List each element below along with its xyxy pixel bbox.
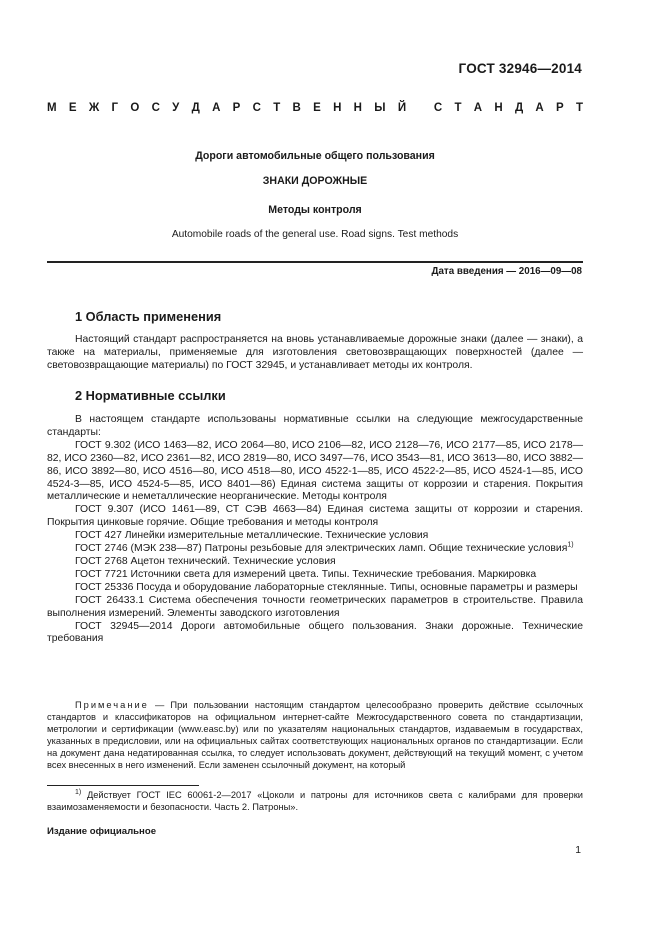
page-number: 1 <box>575 845 581 856</box>
section-2-body <box>47 414 583 646</box>
heading-letter: С <box>433 102 443 114</box>
heading-letter: Д <box>191 102 200 114</box>
heading-letter: Р <box>556 102 564 114</box>
section-2-intro: В настоящем стандарте использованы нормативные ссылки на следующие межгосударственные стандарты: <box>47 414 583 438</box>
heading-letter: Т <box>575 102 583 114</box>
heading-letter: О <box>130 102 140 114</box>
heading-letter: М <box>47 102 57 114</box>
heading-letter: Ж <box>88 102 100 114</box>
edition-label: Издание официальное <box>47 826 157 837</box>
reference-item: ГОСТ 2768 Ацетон технический. Технические условия <box>75 555 336 567</box>
word-gap <box>418 102 421 114</box>
heading-letter: Т <box>273 102 281 114</box>
heading-letter: Н <box>494 102 503 114</box>
heading-letter: Р <box>232 102 241 114</box>
note-label: Примечание <box>75 700 149 710</box>
title-line-1: Дороги автомобильные общего пользования <box>195 150 435 162</box>
title-english: Automobile roads of the general use. Road signs. Test methods <box>171 229 459 240</box>
heading-letter: С <box>151 102 160 114</box>
reference-item: ГОСТ 427 Линейки измерительные металлические. Технические условия <box>75 530 429 542</box>
reference-item: ГОСТ 32945—2014 Дороги автомобильные общего пользования. Знаки дорожные. Технические требования <box>47 620 583 645</box>
reference-item <box>47 543 583 556</box>
reference-item: ГОСТ 9.307 (ИСО 1461—89, СТ СЭВ 4663—84) Единая система защиты от коррозии и старения. Покрытия цинковые горячие. Общие требования и методы контроля <box>47 504 583 529</box>
heading-letter: В <box>292 102 301 114</box>
heading-letter: Д <box>514 102 524 114</box>
heading-letter: Е <box>68 102 77 114</box>
heading-letter: А <box>212 102 221 114</box>
heading-letter: Ы <box>374 102 386 114</box>
heading-letter: А <box>535 102 544 114</box>
reference-item: ГОСТ 25336 Посуда и оборудование лабораторные стеклянные. Типы, основные параметры и размеры <box>75 581 578 593</box>
reference-item: ГОСТ 26433.1 Система обеспечения точности геометрических параметров в строительстве. Правила выполнения измерений. Элементы заводского изготовления <box>47 594 583 619</box>
footnote-mark: 1) <box>75 788 82 796</box>
footnote-reference[interactable]: 1) <box>567 541 574 549</box>
heading-letter: Е <box>313 102 321 114</box>
note-paragraph <box>47 699 583 771</box>
introduction-date: Дата введения — 2016—09—08 <box>431 266 582 277</box>
heading-letter: Н <box>333 102 342 114</box>
reference-item: ГОСТ 7721 Источники света для измерений цвета. Типы. Технические требования. Маркировка <box>75 568 537 580</box>
title-line-3: Методы контроля <box>268 204 362 216</box>
section-2-heading: 2 Нормативные ссылки <box>75 388 226 403</box>
footnote <box>47 789 583 813</box>
heading-letter: Й <box>397 102 407 114</box>
footnote-paragraph <box>47 789 583 813</box>
heading-letter: А <box>473 102 483 114</box>
footnote-text: Действует ГОСТ IEC 60061-2—2017 «Цоколи и патроны для источников света с калибрами для проверки взаимозаменяемости и безопасности. Часть 2. Патроны». <box>47 790 583 813</box>
heading-letter: Н <box>353 102 362 114</box>
footnote-divider <box>47 785 199 786</box>
heading-letter: С <box>252 102 261 114</box>
section-1-body <box>47 334 583 373</box>
heading-letter: Т <box>454 102 462 114</box>
section-1-text: Настоящий стандарт распространяется на вновь устанавливаемые дорожные знаки (далее — знаки), а также на материалы, применяемые для изготовления световозвращающих поверхностей (далее — световозвращающие материалы) по ГОСТ 32945, и устанавливает методы их контроля. <box>47 334 583 371</box>
heading-letter: У <box>172 102 180 114</box>
note-block <box>47 699 583 771</box>
title-divider <box>47 261 583 263</box>
section-1-heading: 1 Область применения <box>75 309 222 324</box>
note-text: — При пользовании настоящим стандартом целесообразно проверить действие ссылочных стандартов и классификаторов на официальном интернет-сайте Межгосударственного совета по стандартизации, метрологии и сертификации (www.easc.by) или по указателям национальных стандартов, издаваемым в государствах, указанных в предисловии, или на официальных сайтах соответствующих национальных органов по стандартизации. Если на документ дана недатированная ссылка, то следует использовать документ, действующий на текущий момент, с учетом всех внесенных в него изменений. Если заменен ссылочный документ, на который <box>47 700 583 770</box>
heading-letter: Г <box>111 102 119 114</box>
reference-text: ГОСТ 2746 (МЭК 238—87) Патроны резьбовые для электрических ламп. Общие технические условия <box>75 543 568 555</box>
title-line-2: ЗНАКИ ДОРОЖНЫЕ <box>262 175 368 187</box>
standard-type-heading <box>47 102 583 114</box>
document-number: ГОСТ 32946—2014 <box>458 61 582 76</box>
reference-item: ГОСТ 9.302 (ИСО 1463—82, ИСО 2064—80, ИСО 2106—82, ИСО 2128—76, ИСО 2177—85, ИСО 2178—82, ИСО 2360—82, ИСО 2361—82, ИСО 2819—80, ИСО 3497—76, ИСО 3543—81, ИСО 3613—80, ИСО 3882—86, ИСО 3892—80, ИСО 4516—80, ИСО 4518—80, ИСО 4522-1—85, ИСО 4522-2—85, ИСО 4524-1—85, ИСО 4524-3—85, ИСО 4524-5—85, ИСО 8401—86) Единая система защиты от коррозии и старения. Покрытия металлические и неметаллические неорганические. Методы контроля <box>47 439 583 503</box>
